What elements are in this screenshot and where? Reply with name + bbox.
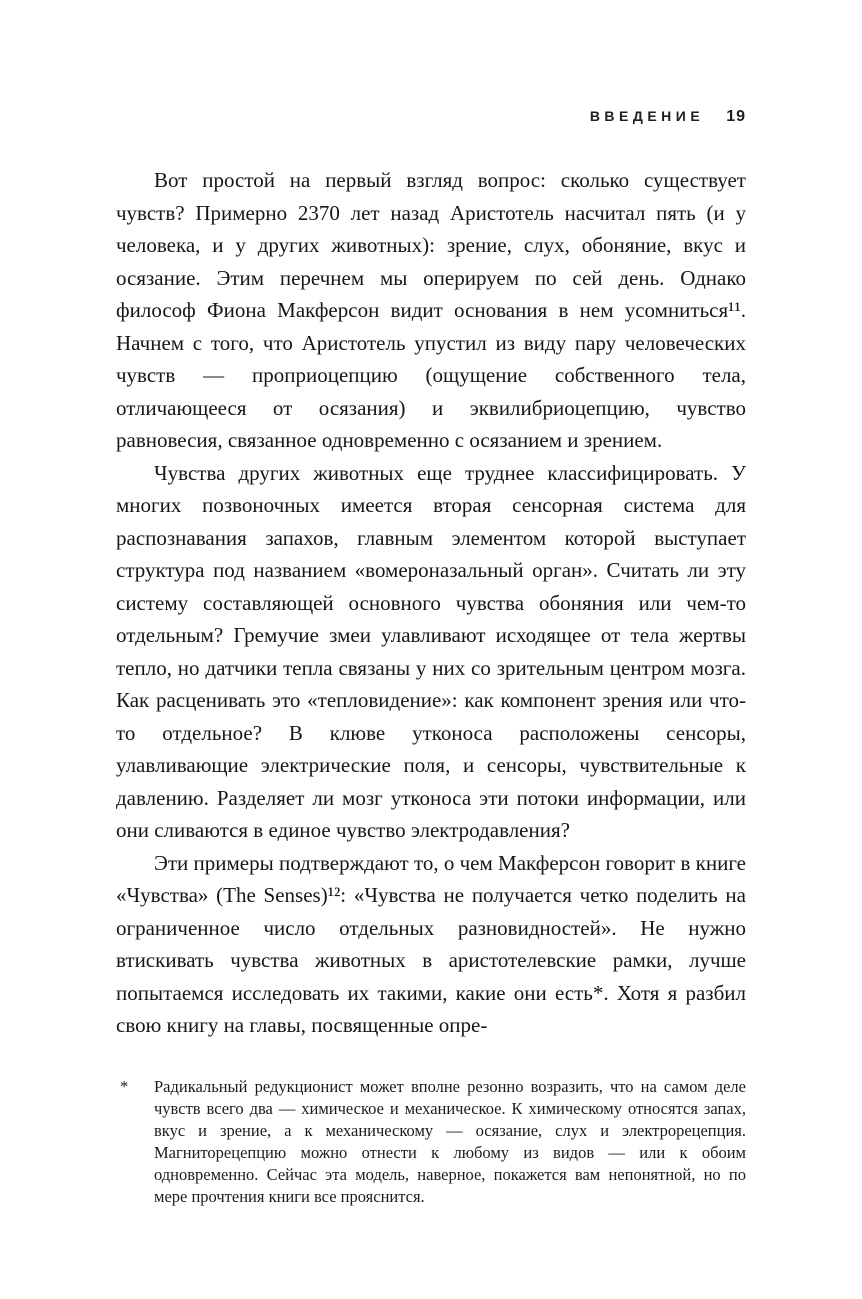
page-content: [116, 108, 746, 1208]
paragraph-3: Эти примеры подтверждают то, о чем Макферсон говорит в книге «Чувства» (The Senses)¹²: «Чувства не получается четко поделить на ограниченное число отдельных разновидностей». Не нужно втискивать чувства животных в аристотелевские рамки, лучше попытаемся исследовать их такими, какие они есть*. Хотя я разбил свою книгу на главы, посвященные опре-: [116, 850, 746, 1037]
footnote-text: Радикальный редукционист может вполне резонно возразить, что на самом деле чувств всего два — химическое и механическое. К химическому относятся запах, вкус и зрение, а к механическому — осязание, слух и электрорецепция. Магниторецепцию можно отнести к любому из видов — или к обоим одновременно. Сейчас эта модель, наверное, покажется вам непонятной, но по мере прочтения книги все прояснится.: [154, 1076, 746, 1206]
footnote-marker: *: [120, 1076, 129, 1096]
running-header: [116, 108, 746, 126]
paragraph-1: Вот простой на первый взгляд вопрос: сколько существует чувств? Примерно 2370 лет назад Аристотель насчитал пять (и у человека, и у других животных): зрение, слух, обоняние, вкус и осязание. Этим перечнем мы оперируем по сей день. Однако философ Фиона Макферсон видит основания в нем усомниться¹¹. Начнем с того, что Аристотель упустил из виду пару человеческих чувств — проприоцепцию (ощущение собственного тела, отличающееся от осязания) и эквилибриоцепцию, чувство равновесия, связанное одновременно с осязанием и зрением.: [116, 168, 746, 452]
page-number: 19: [726, 108, 746, 125]
paragraph-2: Чувства других животных еще труднее классифицировать. У многих позвоночных имеется вторая сенсорная система для распознавания запахов, главным элементом которой выступает структура под названием «вомероназальный орган». Считать ли эту систему составляющей основного чувства обоняния или чем-то отдельным? Гремучие змеи улавливают исходящее от тела жертвы тепло, но датчики тепла связаны у них со зрительным центром мозга. Как расценивать это «тепловидение»: как компонент зрения или что-то отдельное? В клюве утконоса расположены сенсоры, улавливающие электрические поля, и сенсоры, чувствительные к давлению. Разделяет ли мозг утконоса эти потоки информации, или они сливаются в единое чувство электродавления?: [116, 460, 746, 842]
section-title: ВВЕДЕНИЕ: [589, 108, 705, 124]
text-block: [116, 164, 746, 1042]
footnote: [116, 1076, 746, 1208]
